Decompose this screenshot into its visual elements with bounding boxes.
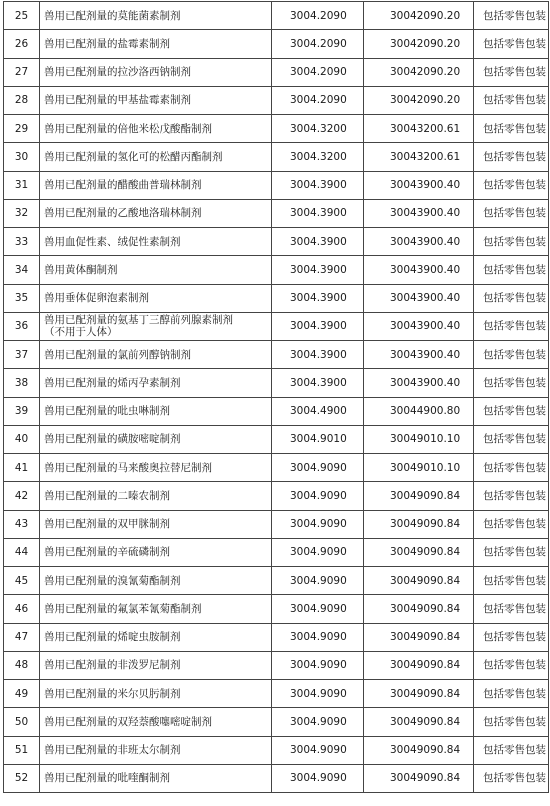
product-name-cell: 兽用垂体促卵泡素制剂: [40, 284, 272, 312]
product-name-cell: 兽用已配剂量的烯丙孕素制剂: [40, 369, 272, 397]
product-name-cell: 兽用已配剂量的烯啶虫胺制剂: [40, 623, 272, 651]
remark-cell: 包括零售包装: [474, 199, 549, 227]
tariff-heading-cell: 3004.9090: [272, 708, 364, 736]
commodity-code-cell: 30049090.84: [364, 595, 474, 623]
veterinary-drug-table: [3, 1, 549, 793]
product-name-cell: 兽用已配剂量的甲基盐霉素制剂: [40, 86, 272, 114]
product-name-cell: 兽用已配剂量的拉沙洛西钠制剂: [40, 58, 272, 86]
table-row: [4, 30, 549, 58]
commodity-code-cell: 30042090.20: [364, 58, 474, 86]
remark-cell: 包括零售包装: [474, 30, 549, 58]
tariff-heading-cell: 3004.2090: [272, 2, 364, 30]
remark-cell: 包括零售包装: [474, 425, 549, 453]
row-number-cell: 30: [4, 143, 40, 171]
row-number-cell: 37: [4, 341, 40, 369]
table-row: [4, 199, 549, 227]
tariff-heading-cell: 3004.3200: [272, 115, 364, 143]
tariff-heading-cell: 3004.3900: [272, 284, 364, 312]
table-row: [4, 2, 549, 30]
remark-cell: 包括零售包装: [474, 510, 549, 538]
table-row: [4, 623, 549, 651]
product-name-cell: 兽用已配剂量的米尔贝肟制剂: [40, 680, 272, 708]
product-name-cell: 兽用已配剂量的醋酸曲普瑞林制剂: [40, 171, 272, 199]
tariff-heading-cell: 3004.9090: [272, 482, 364, 510]
table-row: [4, 143, 549, 171]
product-name-cell: 兽用已配剂量的非泼罗尼制剂: [40, 651, 272, 679]
tariff-heading-cell: 3004.9090: [272, 510, 364, 538]
tariff-heading-cell: 3004.3900: [272, 341, 364, 369]
table-row: [4, 312, 549, 340]
product-name-cell: 兽用已配剂量的马来酸奥拉替尼制剂: [40, 454, 272, 482]
commodity-code-cell: 30049090.84: [364, 538, 474, 566]
commodity-code-cell: 30049090.84: [364, 510, 474, 538]
table-row: [4, 538, 549, 566]
remark-cell: 包括零售包装: [474, 86, 549, 114]
commodity-code-cell: 30049090.84: [364, 764, 474, 792]
table-row: [4, 680, 549, 708]
remark-cell: 包括零售包装: [474, 369, 549, 397]
commodity-code-cell: 30049090.84: [364, 708, 474, 736]
product-name-cell: 兽用黄体酮制剂: [40, 256, 272, 284]
table-row: [4, 510, 549, 538]
product-name-cell: [40, 312, 272, 340]
product-name-cell: 兽用已配剂量的磺胺嘧啶制剂: [40, 425, 272, 453]
row-number-cell: 25: [4, 2, 40, 30]
table-row: [4, 86, 549, 114]
table-row: [4, 482, 549, 510]
commodity-code-cell: 30043900.40: [364, 256, 474, 284]
table-row: [4, 115, 549, 143]
table-row: [4, 425, 549, 453]
commodity-code-cell: 30043900.40: [364, 312, 474, 340]
product-name-cell: 兽用已配剂量的氢化可的松醋丙酯制剂: [40, 143, 272, 171]
product-name-cell: 兽用已配剂量的倍他米松戊酸酯制剂: [40, 115, 272, 143]
remark-cell: 包括零售包装: [474, 228, 549, 256]
row-number-cell: 44: [4, 538, 40, 566]
commodity-code-cell: 30049090.84: [364, 736, 474, 764]
commodity-code-cell: 30043900.40: [364, 228, 474, 256]
table-row: [4, 708, 549, 736]
product-name-line-2: （不用于人体）: [44, 326, 118, 339]
remark-cell: 包括零售包装: [474, 680, 549, 708]
commodity-code-cell: 30049090.84: [364, 680, 474, 708]
product-name-cell: 兽用已配剂量的氯前列醇钠制剂: [40, 341, 272, 369]
remark-cell: 包括零售包装: [474, 538, 549, 566]
remark-cell: 包括零售包装: [474, 312, 549, 340]
product-name-cell: 兽用已配剂量的双羟萘酸噻嘧啶制剂: [40, 708, 272, 736]
row-number-cell: 39: [4, 397, 40, 425]
table-row: [4, 454, 549, 482]
tariff-heading-cell: 3004.3900: [272, 369, 364, 397]
remark-cell: 包括零售包装: [474, 397, 549, 425]
remark-cell: 包括零售包装: [474, 623, 549, 651]
row-number-cell: 41: [4, 454, 40, 482]
commodity-code-cell: 30042090.20: [364, 86, 474, 114]
tariff-heading-cell: 3004.3900: [272, 312, 364, 340]
row-number-cell: 27: [4, 58, 40, 86]
commodity-code-cell: 30049090.84: [364, 567, 474, 595]
row-number-cell: 40: [4, 425, 40, 453]
table-row: [4, 341, 549, 369]
product-name-cell: 兽用已配剂量的盐霉素制剂: [40, 30, 272, 58]
tariff-heading-cell: 3004.9090: [272, 651, 364, 679]
table-row: [4, 764, 549, 792]
commodity-code-cell: 30049090.84: [364, 623, 474, 651]
table-row: [4, 397, 549, 425]
commodity-code-cell: 30049090.84: [364, 482, 474, 510]
table-row: [4, 369, 549, 397]
remark-cell: 包括零售包装: [474, 482, 549, 510]
remark-cell: 包括零售包装: [474, 58, 549, 86]
table-row: [4, 651, 549, 679]
tariff-heading-cell: 3004.9090: [272, 538, 364, 566]
table-row: [4, 736, 549, 764]
commodity-code-cell: 30043900.40: [364, 284, 474, 312]
table-row: [4, 256, 549, 284]
row-number-cell: 49: [4, 680, 40, 708]
row-number-cell: 28: [4, 86, 40, 114]
row-number-cell: 47: [4, 623, 40, 651]
tariff-heading-cell: 3004.3900: [272, 199, 364, 227]
row-number-cell: 50: [4, 708, 40, 736]
remark-cell: 包括零售包装: [474, 284, 549, 312]
row-number-cell: 26: [4, 30, 40, 58]
row-number-cell: 51: [4, 736, 40, 764]
table-row: [4, 58, 549, 86]
remark-cell: 包括零售包装: [474, 567, 549, 595]
row-number-cell: 52: [4, 764, 40, 792]
row-number-cell: 36: [4, 312, 40, 340]
remark-cell: 包括零售包装: [474, 256, 549, 284]
remark-cell: 包括零售包装: [474, 595, 549, 623]
product-name-cell: 兽用已配剂量的乙酸地洛瑞林制剂: [40, 199, 272, 227]
commodity-code-cell: 30049010.10: [364, 425, 474, 453]
remark-cell: 包括零售包装: [474, 454, 549, 482]
remark-cell: 包括零售包装: [474, 708, 549, 736]
remark-cell: 包括零售包装: [474, 143, 549, 171]
remark-cell: 包括零售包装: [474, 651, 549, 679]
commodity-code-cell: 30044900.80: [364, 397, 474, 425]
tariff-heading-cell: 3004.3900: [272, 171, 364, 199]
table-body: [4, 2, 549, 793]
commodity-code-cell: 30043900.40: [364, 199, 474, 227]
product-name-cell: 兽用已配剂量的非班太尔制剂: [40, 736, 272, 764]
tariff-heading-cell: 3004.2090: [272, 58, 364, 86]
row-number-cell: 31: [4, 171, 40, 199]
row-number-cell: 43: [4, 510, 40, 538]
tariff-heading-cell: 3004.9090: [272, 736, 364, 764]
tariff-heading-cell: 3004.9090: [272, 623, 364, 651]
row-number-cell: 33: [4, 228, 40, 256]
product-name-cell: 兽用已配剂量的莫能菌素制剂: [40, 2, 272, 30]
row-number-cell: 42: [4, 482, 40, 510]
tariff-heading-cell: 3004.3200: [272, 143, 364, 171]
tariff-heading-cell: 3004.3900: [272, 256, 364, 284]
tariff-heading-cell: 3004.2090: [272, 30, 364, 58]
tariff-heading-cell: 3004.9090: [272, 764, 364, 792]
row-number-cell: 34: [4, 256, 40, 284]
tariff-heading-cell: 3004.9010: [272, 425, 364, 453]
table-row: [4, 228, 549, 256]
product-name-cell: 兽用已配剂量的氟氯苯氰菊酯制剂: [40, 595, 272, 623]
remark-cell: 包括零售包装: [474, 115, 549, 143]
commodity-code-cell: 30043200.61: [364, 115, 474, 143]
row-number-cell: 29: [4, 115, 40, 143]
remark-cell: 包括零售包装: [474, 2, 549, 30]
tariff-heading-cell: 3004.2090: [272, 86, 364, 114]
tariff-heading-cell: 3004.9090: [272, 454, 364, 482]
commodity-code-cell: 30049090.84: [364, 651, 474, 679]
tariff-heading-cell: 3004.3900: [272, 228, 364, 256]
product-name-cell: 兽用已配剂量的双甲脒制剂: [40, 510, 272, 538]
row-number-cell: 32: [4, 199, 40, 227]
row-number-cell: 38: [4, 369, 40, 397]
remark-cell: 包括零售包装: [474, 341, 549, 369]
commodity-code-cell: 30042090.20: [364, 30, 474, 58]
tariff-heading-cell: 3004.9090: [272, 595, 364, 623]
commodity-code-cell: 30042090.20: [364, 2, 474, 30]
row-number-cell: 35: [4, 284, 40, 312]
table-row: [4, 595, 549, 623]
product-name-cell: 兽用血促性素、绒促性素制剂: [40, 228, 272, 256]
tariff-heading-cell: 3004.9090: [272, 680, 364, 708]
product-name-cell: 兽用已配剂量的溴氰菊酯制剂: [40, 567, 272, 595]
product-name-cell: 兽用已配剂量的二嗪农制剂: [40, 482, 272, 510]
table-row: [4, 284, 549, 312]
tariff-heading-cell: 3004.4900: [272, 397, 364, 425]
remark-cell: 包括零售包装: [474, 764, 549, 792]
table-row: [4, 567, 549, 595]
commodity-code-cell: 30043900.40: [364, 341, 474, 369]
table-row: [4, 171, 549, 199]
product-name-cell: 兽用已配剂量的吡虫啉制剂: [40, 397, 272, 425]
product-name-line-1: 兽用已配剂量的氨基丁三醇前列腺素制剂: [44, 314, 233, 327]
product-name-cell: 兽用已配剂量的辛硫磷制剂: [40, 538, 272, 566]
remark-cell: 包括零售包装: [474, 171, 549, 199]
product-name-cell: 兽用已配剂量的吡喹酮制剂: [40, 764, 272, 792]
tariff-heading-cell: 3004.9090: [272, 567, 364, 595]
row-number-cell: 46: [4, 595, 40, 623]
remark-cell: 包括零售包装: [474, 736, 549, 764]
commodity-code-cell: 30043200.61: [364, 143, 474, 171]
commodity-code-cell: 30043900.40: [364, 171, 474, 199]
commodity-code-cell: 30043900.40: [364, 369, 474, 397]
row-number-cell: 45: [4, 567, 40, 595]
commodity-code-cell: 30049010.10: [364, 454, 474, 482]
row-number-cell: 48: [4, 651, 40, 679]
